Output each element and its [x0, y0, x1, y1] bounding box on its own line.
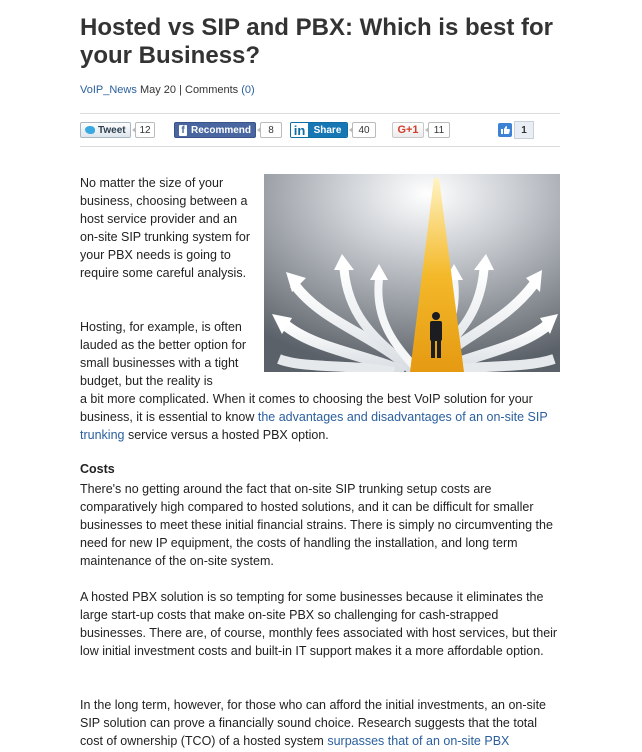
like-count: 1	[514, 121, 534, 139]
like-share	[498, 120, 534, 140]
meta-separator: |	[179, 84, 182, 96]
long-term-text: In the long term, however, for those who can afford the initial investments, an on-site SIP solution can prove a financially sound choice. Research suggests that the total cost of ownership (TCO) of a hosted system	[80, 698, 546, 748]
comments-link[interactable]: (0)	[241, 84, 255, 96]
facebook-label: Recommend	[190, 124, 251, 136]
article-meta	[80, 84, 255, 96]
linkedin-label: Share	[308, 122, 347, 138]
thumbs-up-icon[interactable]	[498, 123, 512, 137]
costs-heading: Costs	[80, 462, 115, 476]
linkedin-icon: in	[291, 122, 308, 138]
gplus-share	[392, 121, 450, 139]
comments-label: Comments	[185, 84, 239, 96]
tweet-label: Tweet	[98, 124, 126, 136]
thumbs-up-glyph	[500, 125, 510, 135]
facebook-count: 8	[260, 122, 282, 138]
hosting-text: a bit more complicated. When it comes to choosing the best VoIP solution for your business, it is essential to know	[80, 392, 533, 424]
crossroads-arrows-businessman-image	[264, 174, 560, 372]
hosting-paragraph-start: Hosting, for example, is often lauded as the better option for small businesses with a tight budget, but the reality is	[80, 320, 247, 388]
author-link[interactable]: VoIP_News	[80, 84, 137, 96]
facebook-icon: f	[179, 125, 187, 136]
hosting-text-end: service versus a hosted PBX option.	[124, 428, 329, 442]
divider-bottom	[80, 146, 560, 147]
intro-paragraph: No matter the size of your business, choosing between a host service provider and an on-site SIP trunking system for your PBX needs is going to require some careful analysis.	[80, 176, 250, 280]
hosted-pbx-paragraph: A hosted PBX solution is so tempting for some businesses because it eliminates the large start-up costs that make on-site PBX so challenging for cash-strapped businesses. There are, of course, monthly fees associated with host services, but their low initial investment costs and built-in IT support makes it a more affordable option.	[80, 590, 558, 658]
linkedin-count: 40	[352, 122, 376, 138]
advantages-link[interactable]: the advantages and disadvantages of an on-site SIP trunking	[80, 410, 548, 442]
gplus-count: 11	[428, 122, 450, 138]
twitter-bird-icon	[85, 126, 95, 134]
linkedin-share	[290, 121, 376, 139]
tweet-share	[80, 121, 155, 139]
costs-paragraph: There's no getting around the fact that on-site SIP trunking setup costs are comparatively high compared to hosted solutions, and it can be difficult for smaller businesses to meet these initial financial strains. There is simply no circumventing the need for new IP equipment, the costs of handling the installation, and long term maintenance of the on-site system.	[80, 482, 553, 568]
tco-link[interactable]: surpasses that of an on-site PBX	[327, 734, 510, 748]
long-term-paragraph	[80, 696, 562, 750]
facebook-recommend-button[interactable]	[174, 122, 256, 138]
post-date: May 20	[139, 84, 177, 96]
tweet-button[interactable]	[80, 122, 131, 138]
hosting-paragraph-continued	[80, 390, 562, 444]
facebook-share	[174, 121, 282, 139]
gplus-button[interactable]: G+1	[392, 122, 424, 138]
tweet-count: 12	[135, 122, 155, 138]
linkedin-share-button[interactable]	[290, 122, 348, 138]
page-title: Hosted vs SIP and PBX: Which is best for your Business?	[80, 14, 553, 69]
divider-top	[80, 113, 560, 114]
